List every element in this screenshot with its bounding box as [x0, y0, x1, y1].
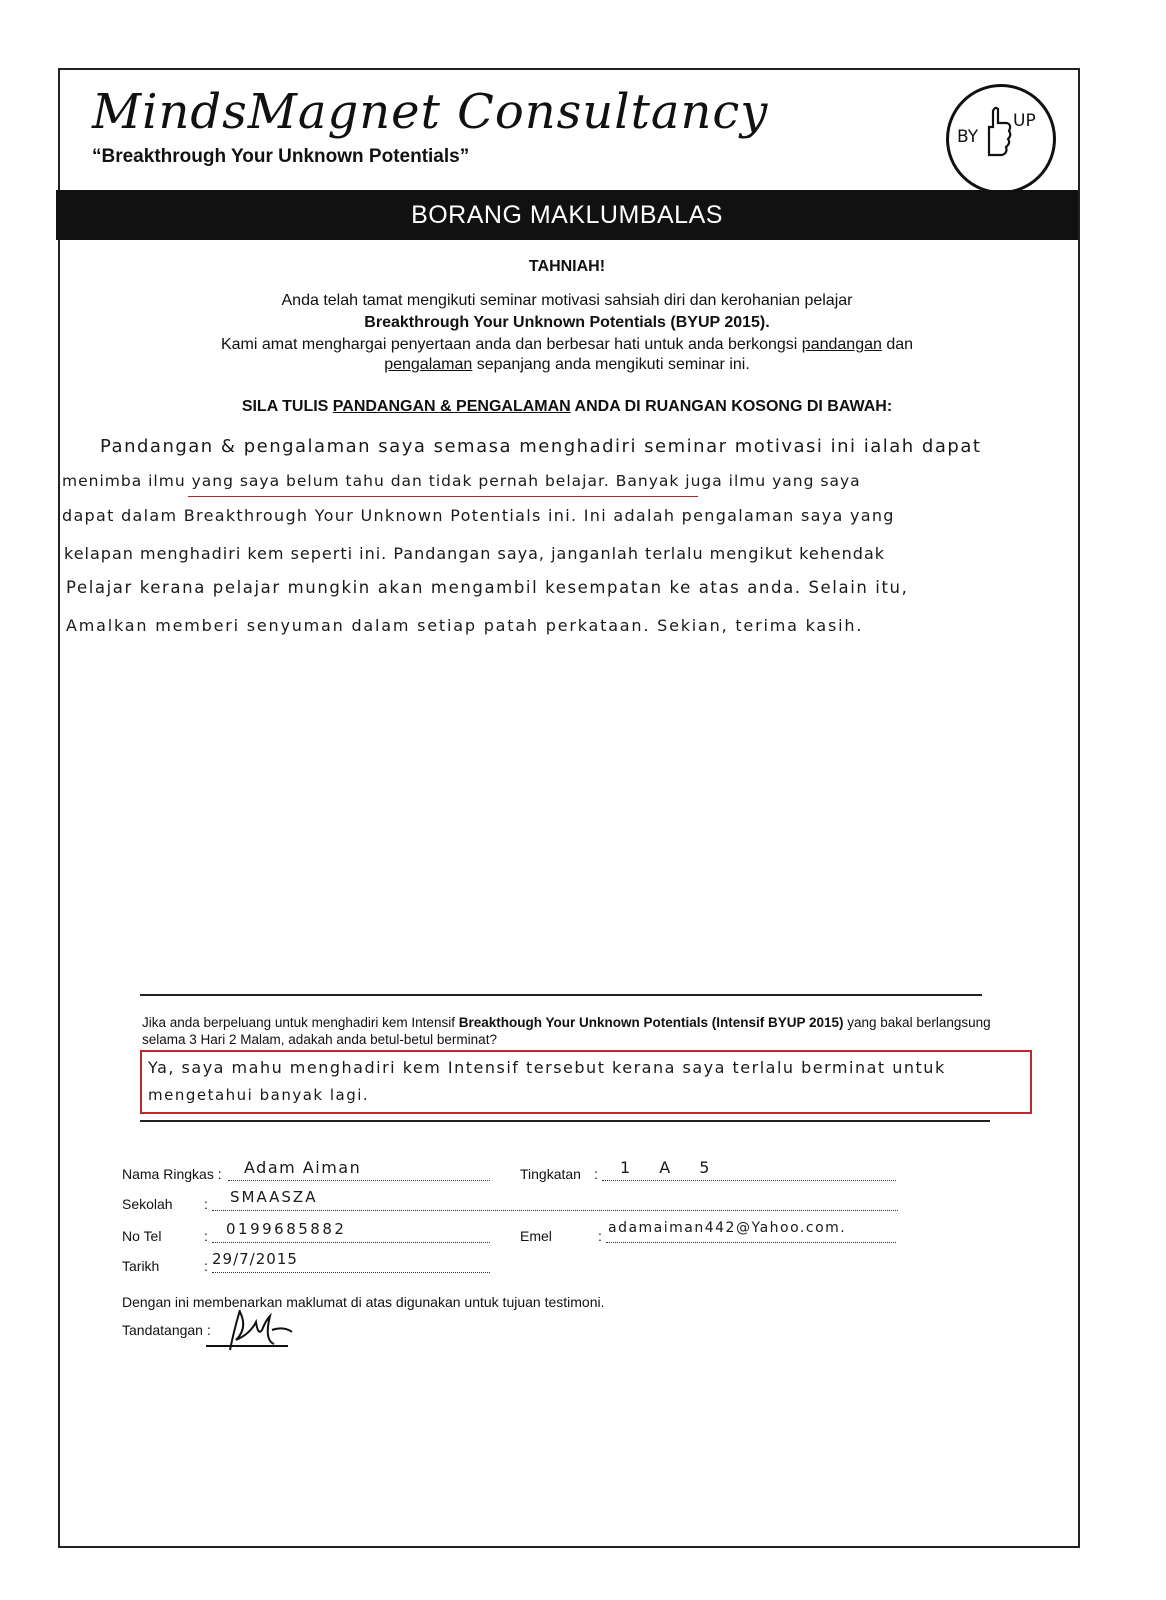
- tarikh-value: 29/7/2015: [212, 1250, 298, 1268]
- emel-dotted-line: [606, 1242, 896, 1243]
- tarikh-dotted-line: [212, 1272, 490, 1273]
- underlined-pandangan: pandangan: [801, 336, 882, 353]
- notel-label: No Tel: [122, 1228, 162, 1244]
- intro-line-2: Breakthrough Your Unknown Potentials (BYUP 2015).: [364, 314, 770, 331]
- company-logo-text: MindsMagnet Consultancy: [92, 84, 769, 140]
- testimonial-consent: Dengan ini membenarkan maklumat di atas digunakan untuk tujuan testimoni.: [122, 1294, 605, 1310]
- byup-badge: [946, 84, 1056, 194]
- sekolah-dotted-line: [212, 1210, 898, 1211]
- intro-line-3: Kami amat menghargai penyertaan anda dan berbesar hati untuk anda berkongsi pandangan dan: [220, 336, 914, 353]
- badge-left-text: BY: [957, 127, 979, 147]
- handwritten-signature: [200, 1300, 310, 1360]
- emel-label: Emel: [520, 1228, 552, 1244]
- emel-value: adamaiman442@Yahoo.com.: [608, 1220, 847, 1236]
- intro-line-4: pengalaman sepanjang anda mengikuti seminar ini.: [384, 356, 750, 373]
- underlined-pengalaman: pengalaman: [384, 356, 473, 373]
- response-line-4: kelapan menghadiri kem seperti ini. Pandangan saya, janganlah terlalu mengikut kehendak: [64, 544, 886, 563]
- response-line-3: dapat dalam Breakthrough Your Unknown Potentials ini. Ini adalah pengalaman saya yang: [62, 506, 895, 525]
- form-title-banner: BORANG MAKLUMBALAS: [56, 190, 1078, 240]
- notel-value: 0199685882: [226, 1220, 347, 1238]
- sekolah-label: Sekolah: [122, 1196, 173, 1212]
- tingkatan-value: 1 A 5: [620, 1158, 722, 1177]
- sekolah-value: SMAASZA: [230, 1188, 318, 1206]
- badge-right-text: UP: [1013, 111, 1036, 131]
- answer-line-1: Ya, saya mahu menghadiri kem Intensif tersebut kerana saya terlalu berminat untuk: [148, 1058, 946, 1077]
- tingkatan-label: Tingkatan: [520, 1166, 581, 1182]
- answer-line-2: mengetahui banyak lagi.: [148, 1086, 370, 1104]
- notel-dotted-line: [212, 1242, 490, 1243]
- question-text: Jika anda berpeluang untuk menghadiri kem Intensif Breakthough Your Unknown Potentials (Intensif BYUP 2015) yang bakal berlangsung selama 3 Hari 2 Malam, adakah anda betul-betul berminat?: [142, 1015, 991, 1047]
- intro-line-1: Anda telah tamat mengikuti seminar motivasi sahsiah diri dan kerohanian pelajar: [281, 292, 853, 309]
- nama-value: Adam Aiman: [244, 1158, 362, 1177]
- response-line-1: Pandangan & pengalaman saya semasa menghadiri seminar motivasi ini ialah dapat: [100, 436, 982, 457]
- congrats-heading: TAHNIAH!: [528, 258, 606, 275]
- response-line-6: Amalkan memberi senyuman dalam setiap patah perkataan. Sekian, terima kasih.: [66, 616, 864, 635]
- signature-label: Tandatangan :: [122, 1322, 211, 1338]
- thumbs-up-icon: [983, 105, 1013, 161]
- tingkatan-dotted-line: [602, 1180, 896, 1181]
- response-line-5: Pelajar kerana pelajar mungkin akan mengambil kesempatan ke atas anda. Selain itu,: [66, 578, 909, 597]
- tarikh-label: Tarikh: [122, 1258, 160, 1274]
- nama-label: Nama Ringkas :: [122, 1166, 222, 1182]
- company-tagline: “Breakthrough Your Unknown Potentials”: [92, 146, 470, 167]
- divider-top: [140, 994, 982, 996]
- response-line-2: menimba ilmu yang saya belum tahu dan tidak pernah belajar. Banyak juga ilmu yang saya: [62, 472, 861, 490]
- instruction-heading: SILA TULIS PANDANGAN & PENGALAMAN ANDA DI RUANGAN KOSONG DI BAWAH:: [241, 398, 893, 415]
- nama-dotted-line: [228, 1180, 490, 1181]
- divider-bottom: [140, 1120, 990, 1122]
- red-underline: [188, 496, 698, 497]
